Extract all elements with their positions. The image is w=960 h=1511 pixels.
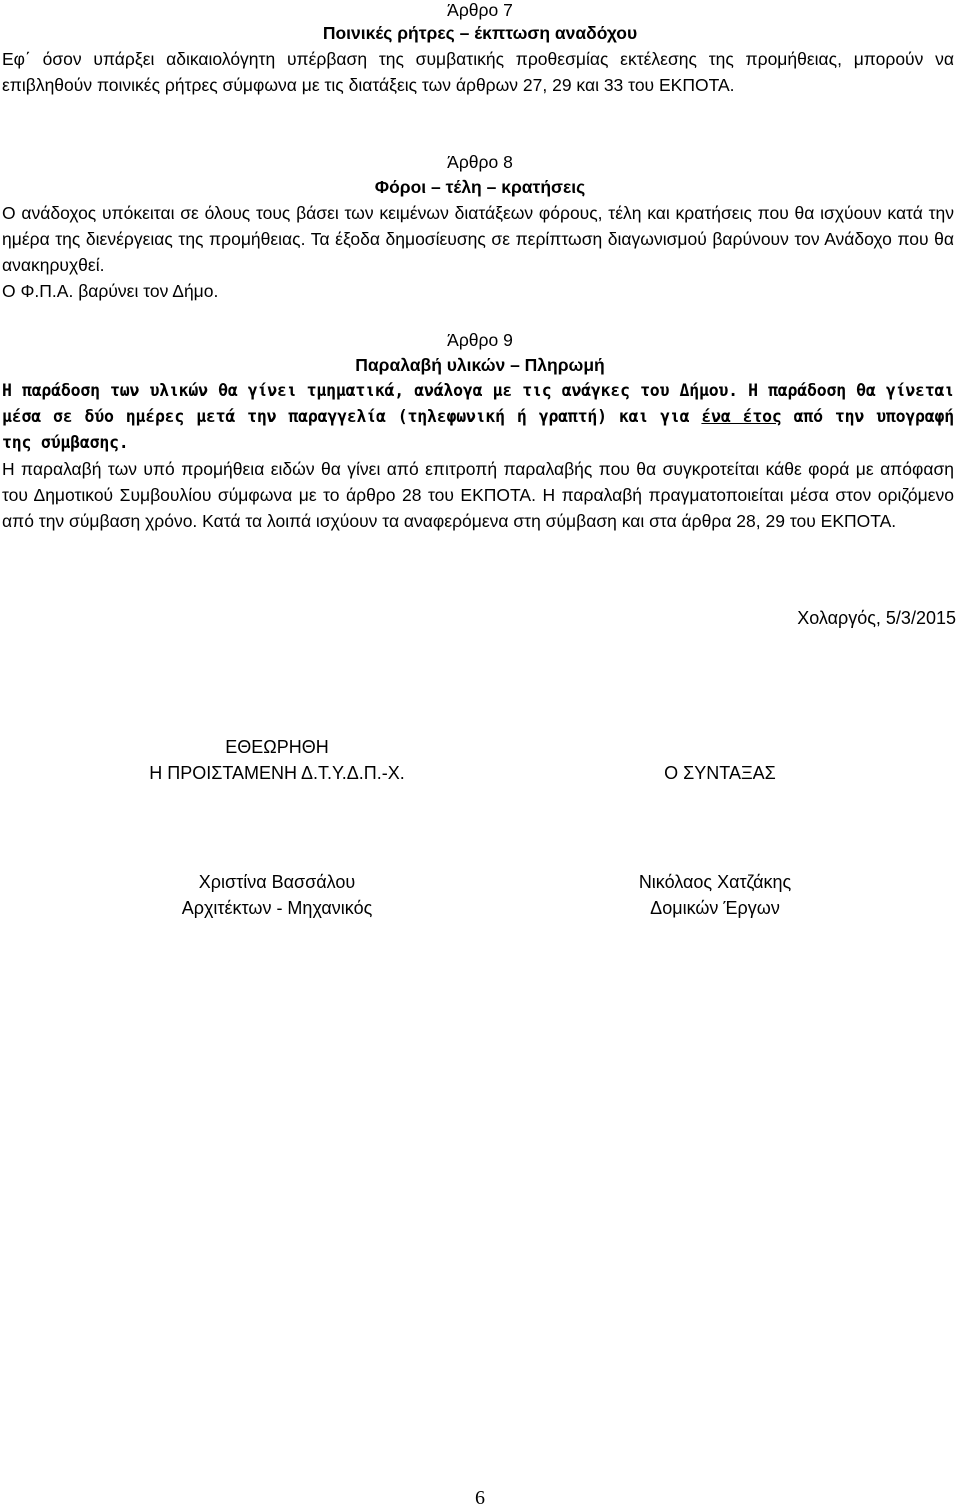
article-7-number: Άρθρο 7 xyxy=(447,0,513,20)
article-9-number: Άρθρο 9 xyxy=(447,330,513,350)
article-9-title: Παραλαβή υλικών – Πληρωμή xyxy=(355,355,605,375)
right-signer-role: Δομικών Έργων xyxy=(650,898,780,918)
left-signer-name: Χριστίνα Βασσάλου xyxy=(198,872,356,892)
article-8-title: Φόροι – τέλη – κρατήσεις xyxy=(374,177,586,197)
left-signer xyxy=(112,869,442,921)
right-signer-name: Νικόλαος Χατζάκης xyxy=(638,872,792,892)
article-8-number: Άρθρο 8 xyxy=(447,152,513,172)
left-signer-position: Η ΠΡΟΙΣΤΑΜΕΝΗ Δ.Τ.Υ.Δ.Π.-Χ. xyxy=(149,763,405,783)
composer-label: Ο ΣΥΝΤΑΞΑΣ xyxy=(664,763,776,783)
left-signer-role: Αρχιτέκτων - Μηχανικός xyxy=(181,898,373,918)
right-signer xyxy=(540,869,890,921)
article-9-delivery-end: από την υπογραφή της σύμβασης. xyxy=(2,407,954,452)
article-9-body: Η παραλαβή των υπό προμήθεια ειδών θα γίνει από επιτροπή παραλαβής που θα συγκροτείται κάθε φορά με απόφαση του Δημοτικού Συμβουλίου σύμφωνα με το άρθρο 28 του ΕΚΠΟΤΑ. Η παραλαβή πραγματοποιείται μέσα στον οριζόμενο από την σύμβαση χρόνο. Κατά τα λοιπά ισχύουν τα αναφερόμενα στη σύμβαση και στα άρθρα 28, 29 του ΕΚΠΟΤΑ. xyxy=(2,459,954,531)
page-number: 6 xyxy=(475,1487,485,1509)
article-8-note: Ο Φ.Π.Α. βαρύνει τον Δήμο. xyxy=(2,281,219,301)
approval-label: ΕΘΕΩΡΗΘΗ xyxy=(225,737,329,757)
article-9-delivery-text: Η παράδοση των υλικών θα γίνει τμηματικά, ανάλογα με τις ανάγκες του Δήμου. Η παράδοση θα γίνεται μέσα σε δύο ημέρες μετά την παραγγελία (τηλεφωνική ή γραπτή) και για xyxy=(2,381,954,426)
article-7-title: Ποινικές ρήτρες – έκπτωση αναδόχου xyxy=(322,23,638,43)
left-signature-block xyxy=(112,734,442,786)
article-9-duration: ένα έτος xyxy=(701,407,782,426)
place-date: Χολαργός, 5/3/2015 xyxy=(797,608,956,628)
article-7-body: Εφ΄ όσον υπάρξει αδικαιολόγητη υπέρβαση της συμβατικής προθεσμίας εκτέλεσης της προμήθειας, μπορούν να επιβληθούν ποινικές ρήτρες σύμφωνα με τις διατάξεις των άρθρων 27, 29 και 33 του ΕΚΠΟΤΑ. xyxy=(2,49,954,95)
article-9-delivery-terms xyxy=(2,378,954,456)
article-8-body: Ο ανάδοχος υπόκειται σε όλους τους βάσει των κειμένων διατάξεων φόρους, τέλη και κρατήσεις που θα ισχύουν κατά την ημέρα της διενέργειας της προμήθειας. Τα έξοδα δημοσίευσης σε περίπτωση διαγωνισμού βαρύνουν τον Ανάδοχο που θα ανακηρυχθεί. xyxy=(2,203,954,275)
